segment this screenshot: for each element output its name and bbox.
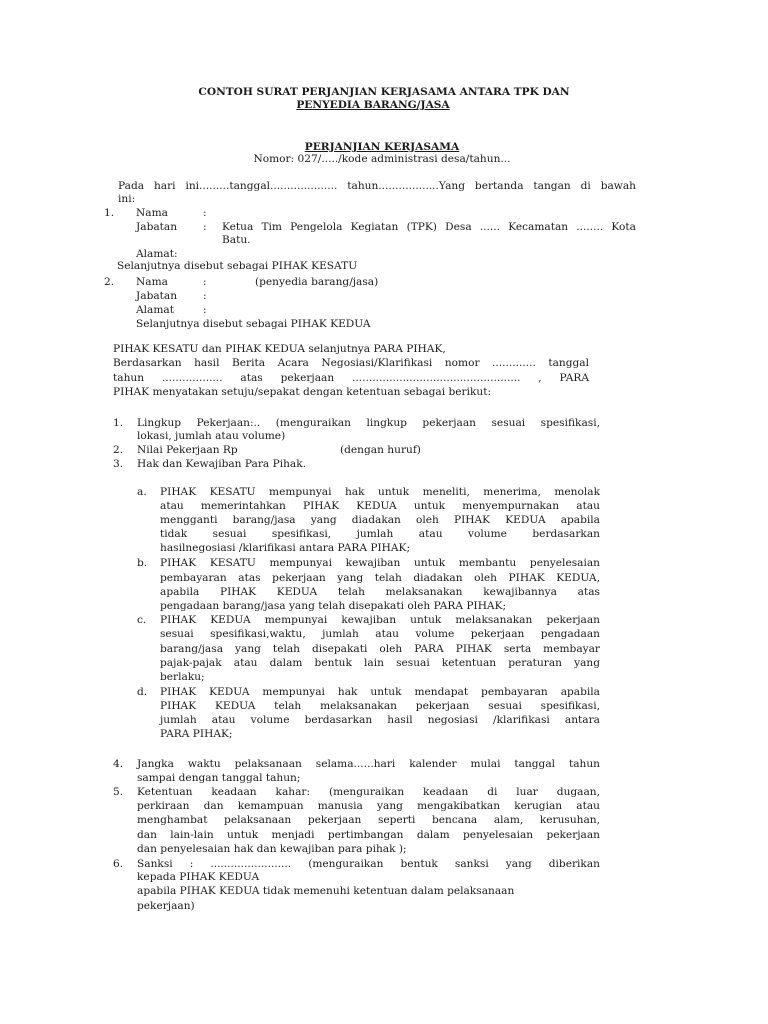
list-number: 3. (113, 458, 124, 470)
list-item-line: Sanksi : ........................ (menguraikan bentuk sanksi yang diberikan (137, 858, 600, 870)
text-line: : (203, 276, 207, 288)
list-number: 6. (113, 858, 124, 870)
list-number: 4. (113, 758, 124, 770)
field-label: Jabatan (136, 221, 178, 233)
field-value: (penyedia barang/jasa) (255, 276, 379, 288)
list-item-line: pengadaan barang/jasa yang telah disepakati oleh PARA PIHAK; (160, 600, 507, 612)
list-item-line: PIHAK KEDUA telah melaksanakan pekerjaan sesuai spesifikasi, (160, 700, 600, 712)
list-item-line: Ketentuan keadaan kahar: (menguraikan keadaan di luar dugaan, (137, 786, 600, 798)
list-item-line: jumlah atau volume berdasarkan hasil negosiasi /klarifikasi antara (160, 714, 600, 726)
field-label: Jabatan (136, 290, 178, 302)
title-line: PENYEDIA BARANG/JASA (296, 99, 450, 111)
opening-line: ini: (118, 193, 136, 205)
list-item-line: barang/jasa yang telah disepakati oleh PARA PIHAK serta membayar (160, 643, 600, 655)
text-line: Selanjutnya disebut sebagai PIHAK KESATU (117, 260, 358, 272)
text-line: Berdasarkan hasil Berita Acara Negosiasi/Klarifikasi nomor ............. tanggal (113, 357, 589, 369)
text-line: : (203, 304, 207, 316)
list-item-line: pekerjaan) (137, 900, 195, 912)
list-item-line: atau memerintahkan PIHAK KEDUA untuk menyempurnakan atau (160, 500, 600, 512)
opening-line: Pada hari ini.........tanggal.................... tahun..................Yang bertanda tangan di bawah (118, 180, 636, 192)
list-item-line: PARA PIHAK; (160, 728, 233, 740)
agreement-number: Nomor: 027/...../kode administrasi desa/tahun... (253, 153, 511, 165)
text-line: PIHAK menyatakan setuju/sepakat dengan ketentuan sebagai berikut: (113, 386, 492, 398)
list-item-line: Jangka waktu pelaksanaan selama......hari kalender mulai tanggal tahun (137, 758, 600, 770)
list-item-line: Lingkup Pekerjaan:.. (menguraikan lingkup pekerjaan sesuai spesifikasi, (137, 417, 600, 429)
text-line: tahun .................. atas pekerjaan .................................................. , PARA (113, 372, 589, 384)
list-item-line: mengganti barang/jasa yang diadakan oleh PIHAK KEDUA apabila (160, 514, 600, 526)
list-number: c. (137, 614, 147, 626)
list-item-line: hasilnegosiasi /klarifikasi antara PARA PIHAK; (160, 542, 411, 554)
list-item-line: pembayaran atas pekerjaan yang telah diadakan oleh PIHAK KEDUA, (160, 572, 600, 584)
text-line: : (203, 221, 207, 233)
list-item-line: lokasi, jumlah atau volume) (137, 430, 286, 442)
list-item-line: sampai dengan tanggal tahun; (137, 772, 301, 784)
list-item-line: PIHAK KESATU mempunyai hak untuk meneliti, menerima, menolak (160, 486, 600, 498)
list-item-line: tidak sesuai spesifikasi, jumlah atau volume berdasarkan (160, 528, 600, 540)
list-item-line: sesuai spesifikasi,waktu, jumlah atau volume pekerjaan pengadaan (160, 628, 600, 640)
list-item-line: PIHAK KESATU mempunyai kewajiban untuk membantu penyelesaian (160, 557, 600, 569)
list-number: 2. (113, 444, 124, 456)
list-item-line: perkiraan dan kemampuan manusia yang mengakibatkan kerugian atau (137, 800, 600, 812)
list-number: 5. (113, 786, 124, 798)
text-line: : (203, 207, 207, 219)
field-label: Alamat: (136, 248, 178, 260)
list-item-line: kepada PIHAK KEDUA (137, 871, 260, 883)
list-item-line: Nilai Pekerjaan Rp (137, 444, 238, 456)
list-item-line: dan penyelesaian hak dan kewajiban para pihak ); (137, 843, 407, 855)
list-item-line: berlaku; (160, 671, 205, 683)
text-line: 2. (104, 276, 115, 288)
field-label: Alamat (136, 304, 174, 316)
list-item-line: PIHAK KEDUA mempunyai hak untuk mendapat pembayaran apabila (160, 686, 600, 698)
text-line: : (203, 290, 207, 302)
title-line: CONTOH SURAT PERJANJIAN KERJASAMA ANTARA TPK DAN (198, 86, 570, 98)
field-label: Nama (136, 276, 168, 288)
list-item-line: apabila PIHAK KEDUA tidak memenuhi ketentuan dalam pelaksanaan (137, 885, 515, 897)
field-value: Batu. (222, 234, 251, 246)
list-number: 1. (113, 417, 124, 429)
list-item-line: pajak-pajak atau dalam bentuk lain sesuai ketentuan peraturan yang (160, 657, 600, 669)
text-line: PIHAK KESATU dan PIHAK KEDUA selanjutnya PARA PIHAK, (113, 343, 446, 355)
list-item-line: Hak dan Kewajiban Para Pihak. (137, 458, 307, 470)
list-item-line: (dengan huruf) (340, 444, 421, 456)
list-number: a. (137, 486, 147, 498)
list-item-line: apabila PIHAK KEDUA telah melaksanakan kewajibannya atas (160, 586, 600, 598)
list-number: d. (137, 686, 148, 698)
list-item-line: dan lain-lain untuk menjadi pertimbangan dalam penyelesaian pekerjaan (137, 829, 600, 841)
field-value: Ketua Tim Pengelola Kegiatan (TPK) Desa ...... Kecamatan ........ Kota (222, 221, 636, 233)
text-line: 1. (104, 207, 115, 219)
list-item-line: menghambat pelaksanaan pekerjaan seperti bencana alam, kerusuhan, (137, 814, 600, 826)
field-label: Nama (136, 207, 168, 219)
agreement-heading: PERJANJIAN KERJASAMA (304, 141, 460, 153)
text-line: Selanjutnya disebut sebagai PIHAK KEDUA (136, 318, 371, 330)
list-number: b. (137, 557, 148, 569)
list-item-line: PIHAK KEDUA mempunyai kewajiban untuk melaksanakan pekerjaan (160, 614, 600, 626)
